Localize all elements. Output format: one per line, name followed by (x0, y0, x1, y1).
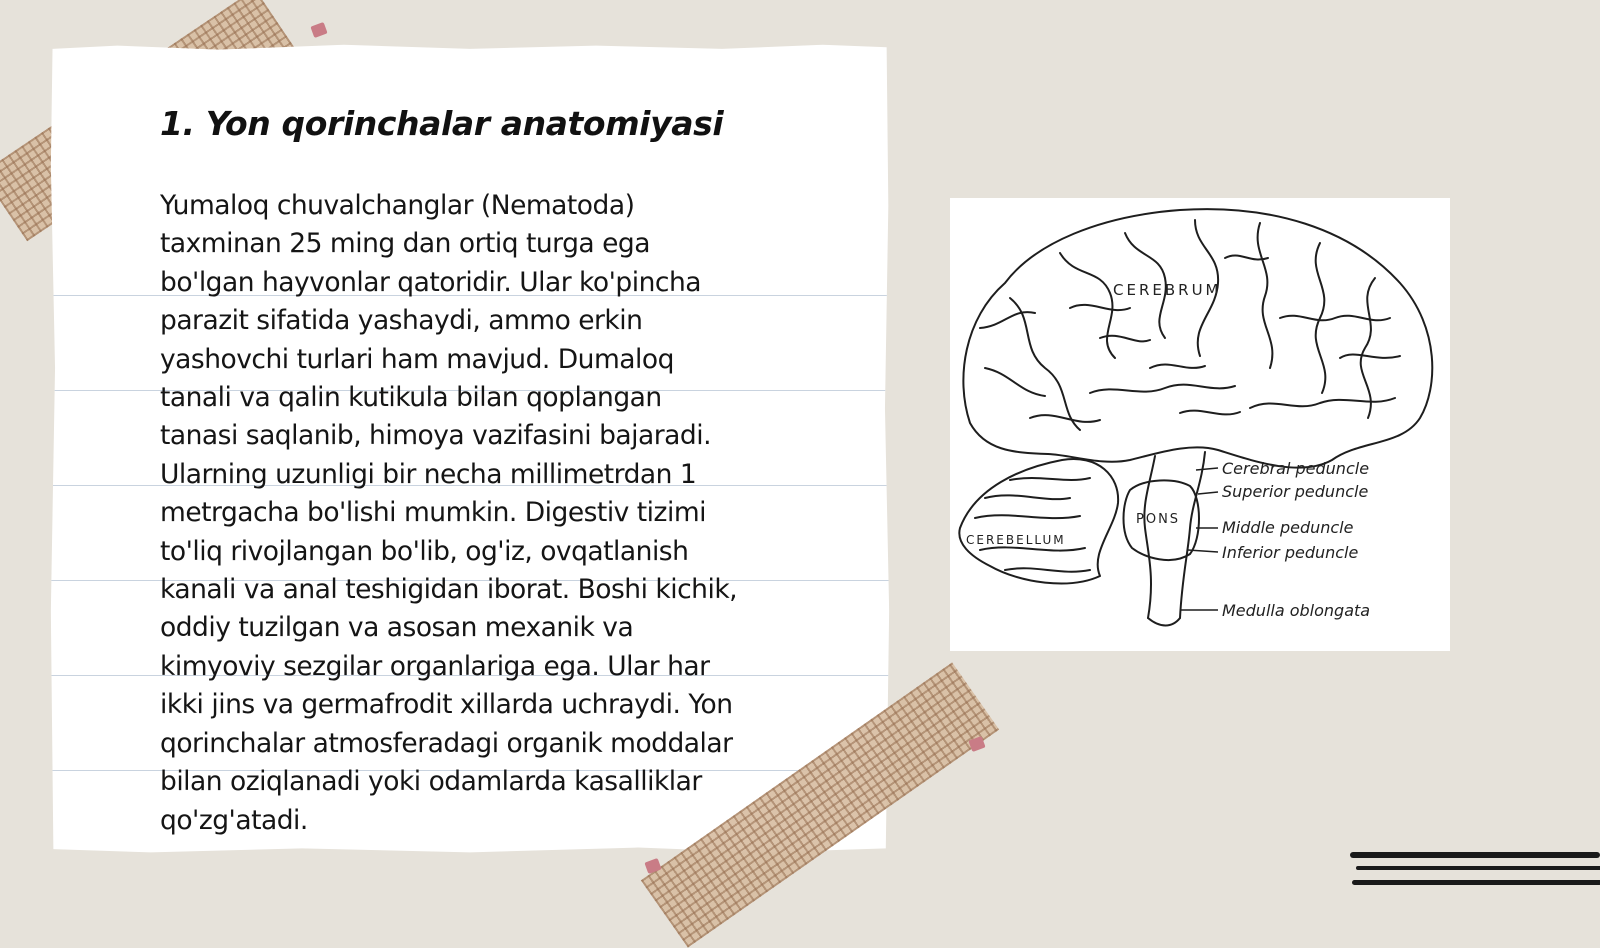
slide-heading: 1. Yon qorinchalar anatomiyasi (160, 104, 724, 143)
body-line: kanali va anal teshigidan iborat. Boshi kichik, (160, 574, 738, 606)
body-line: yashovchi turlari ham mavjud. Dumaloq (160, 343, 674, 375)
label-cerebral-peduncle: Cerebral peduncle (1222, 459, 1370, 478)
label-medulla-oblongata: Medulla oblongata (1222, 601, 1371, 620)
label-pons: PONS (1136, 512, 1181, 527)
body-line: qo'zg'atadi. (160, 804, 308, 836)
brain-anatomy-figure (950, 198, 1450, 651)
body-line: ikki jins va germafrodit xillarda uchraydi. Yon (160, 689, 733, 721)
body-line: tanasi saqlanib, himoya vazifasini bajaradi. (160, 420, 711, 452)
decorative-stroke (1352, 880, 1600, 885)
tape-tab-top (310, 22, 327, 38)
slide-body-text (160, 187, 840, 840)
body-line: to'liq rivojlangan bo'lib, og'iz, ovqatlanish (160, 535, 689, 567)
body-line: taxminan 25 ming dan ortiq turga ega (160, 228, 650, 260)
body-line: tanali va qalin kutikula bilan qoplangan (160, 382, 662, 414)
decorative-stroke (1350, 852, 1600, 858)
decorative-stroke (1356, 866, 1600, 870)
brain-illustration (950, 198, 1450, 651)
label-middle-peduncle: Middle peduncle (1222, 518, 1354, 537)
label-cerebrum: CEREBRUM (1113, 281, 1222, 299)
body-line: parazit sifatida yashaydi, ammo erkin (160, 305, 643, 337)
body-line: metrgacha bo'lishi mumkin. Digestiv tizimi (160, 497, 706, 529)
body-line: oddiy tuzilgan va asosan mexanik va (160, 612, 634, 644)
body-line: Ularning uzunligi bir necha millimetrdan 1 (160, 458, 697, 490)
body-line: kimyoviy sezgilar organlariga ega. Ular har (160, 650, 710, 682)
label-cerebellum: CEREBELLUM (966, 533, 1066, 547)
label-inferior-peduncle: Inferior peduncle (1222, 543, 1359, 562)
label-superior-peduncle: Superior peduncle (1222, 482, 1369, 501)
body-line: bo'lgan hayvonlar qatoridir. Ular ko'pincha (160, 266, 702, 298)
body-line: qorinchalar atmosferadagi organik moddalar (160, 727, 733, 759)
body-line: bilan oziqlanadi yoki odamlarda kasalliklar (160, 766, 702, 798)
body-line: Yumaloq chuvalchanglar (Nematoda) (160, 190, 635, 221)
